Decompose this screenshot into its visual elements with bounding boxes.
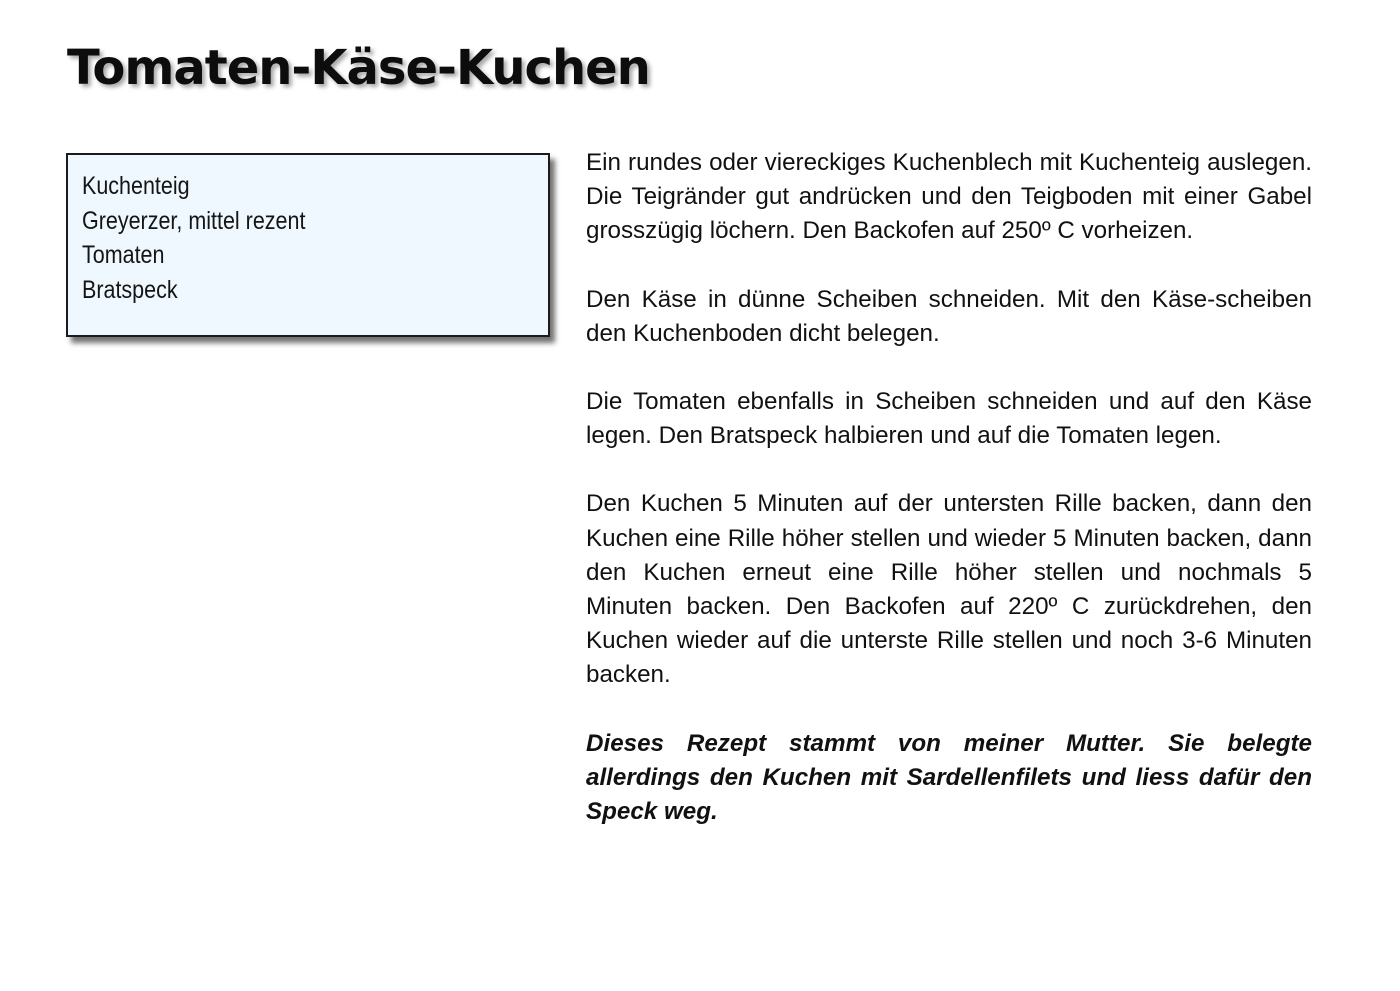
instruction-step-prepare-dough: Ein rundes oder viereckiges Kuchenblech mit Kuchenteig auslegen. Die Teigränder gut andrücken und den Teigboden mit einer Gabel grosszügig löchern. Den Backofen auf 250º C vorheizen. [586, 149, 1312, 245]
ingredient-item: Bratspeck [82, 275, 178, 304]
instruction-step-tomatoes-bacon: Die Tomaten ebenfalls in Scheiben schneiden und auf den Käse legen. Den Bratspeck halbieren und auf die Tomaten legen. [586, 388, 1312, 450]
ingredients-list [82, 169, 548, 307]
instruction-step-cheese: Den Käse in dünne Scheiben schneiden. Mit den Käse-scheiben den Kuchenboden dicht belegen. [586, 285, 1312, 347]
ingredient-item: Tomaten [82, 241, 165, 269]
ingredient-item: Greyerzer, mittel rezent [82, 206, 306, 235]
instruction-step-baking: Den Kuchen 5 Minuten auf der untersten Rille backen, dann den Kuchen eine Rille höher stellen und wieder 5 Minuten backen, dann den Kuchen erneut eine Rille höher stellen und nochmals 5 Minuten backen. Den Backofen auf 220º C zurückdrehen, den Kuchen wieder auf die unterste Rille stellen und noch 3-6 Minuten backen. [586, 490, 1312, 689]
page-title: Tomaten-Käse-Kuchen [67, 40, 650, 96]
ingredients-box [66, 153, 550, 337]
instructions [586, 146, 1312, 863]
ingredient-item: Kuchenteig [82, 172, 190, 200]
recipe-note: Dieses Rezept stammt von meiner Mutter. Sie belegte allerdings den Kuchen mit Sardellenfilets und liess dafür den Speck weg. [586, 729, 1312, 826]
